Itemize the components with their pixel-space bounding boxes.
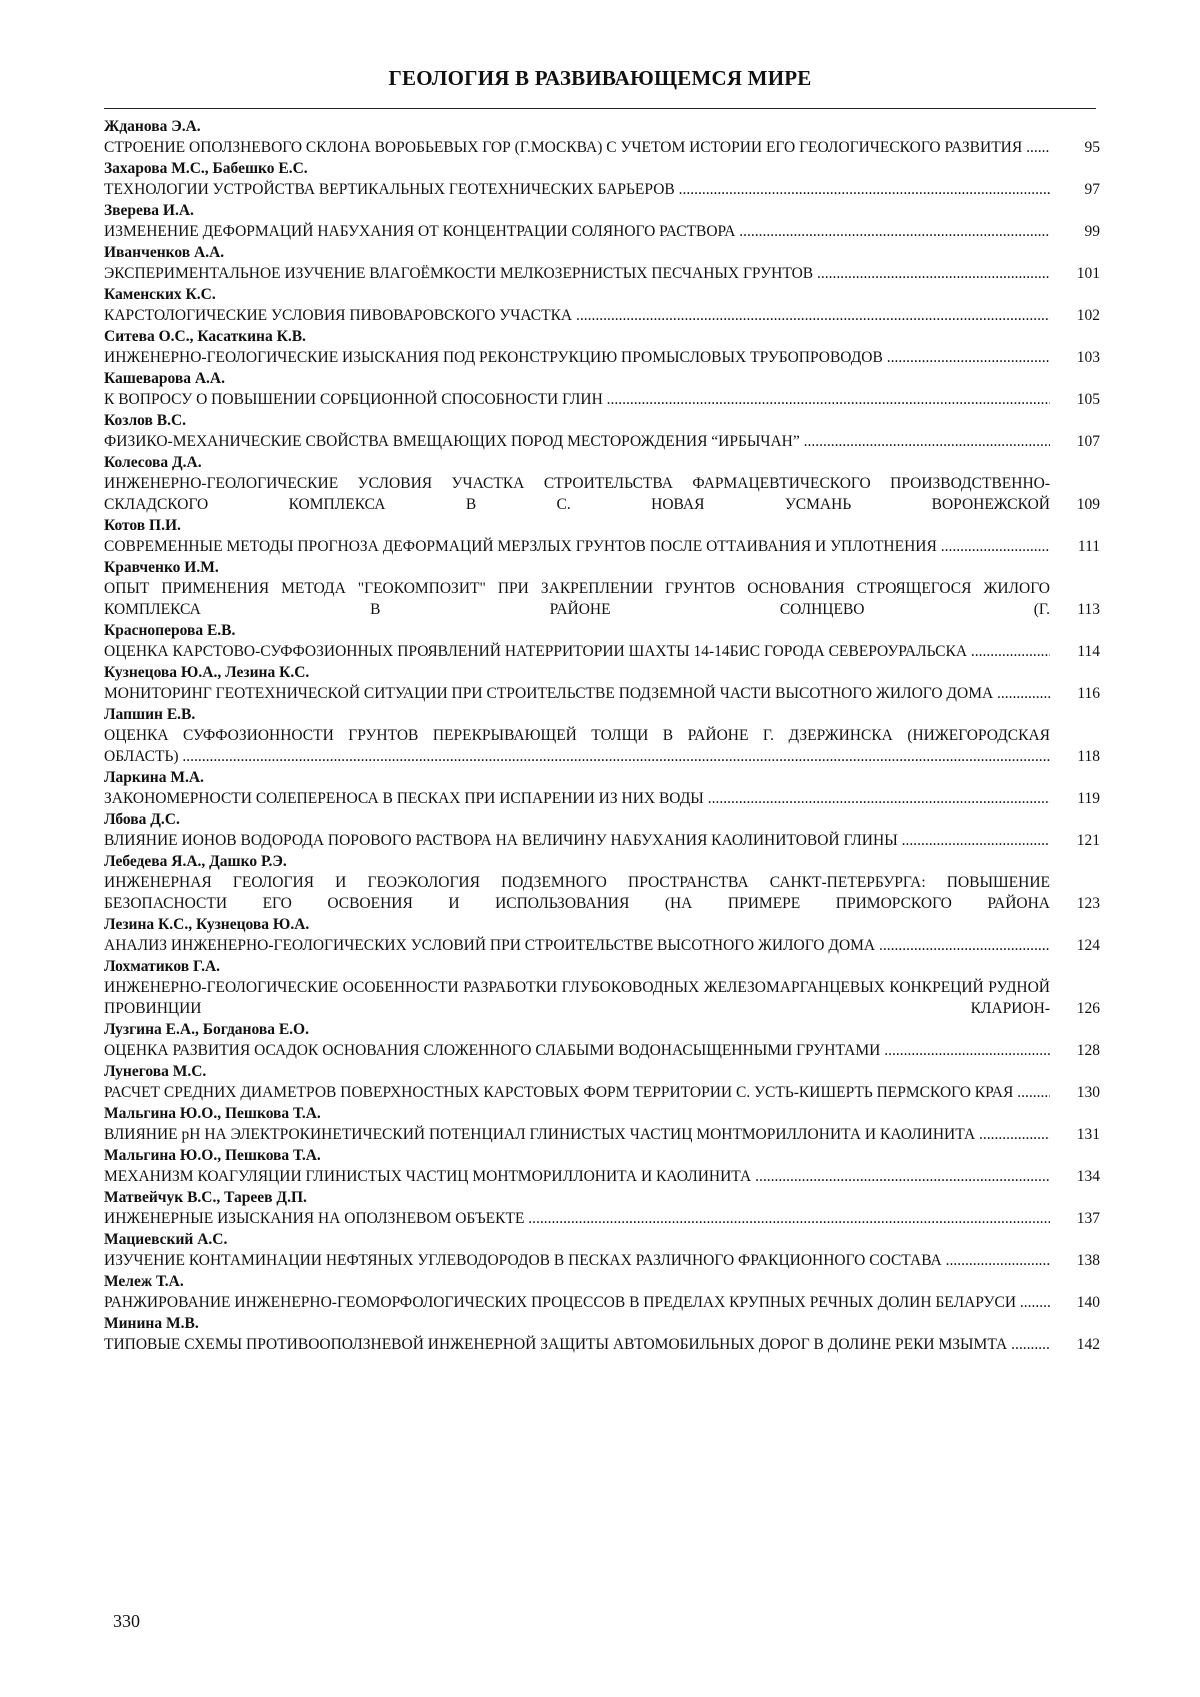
toc-entry — [104, 767, 1100, 809]
toc-entry — [104, 620, 1100, 662]
toc-entry-title-text: РАСЧЕТ СРЕДНИХ ДИАМЕТРОВ ПОВЕРХНОСТНЫХ КАРСТОВЫХ ФОРМ ТЕРРИТОРИИ С. УСТЬ-КИШЕРТЬ ПЕРМСКОГО КРАЯ ..... — [104, 1084, 1050, 1101]
toc-entry-title — [104, 830, 1050, 851]
toc-entry-title — [104, 473, 1050, 515]
toc-entry-title — [104, 578, 1050, 620]
toc-entry-title-row — [104, 872, 1100, 914]
toc-entry-title — [104, 725, 1050, 767]
toc-entry-title-row — [104, 1166, 1100, 1187]
toc-entry-author: Захарова М.С., Бабешко Е.С. — [104, 160, 308, 177]
toc-entry-title-text: СОВРЕМЕННЫЕ МЕТОДЫ ПРОГНОЗА ДЕФОРМАЦИЙ МЕРЗЛЫХ ГРУНТОВ ПОСЛЕ ОТТАИВАНИЯ И УПЛОТНЕНИЯ ..... — [104, 538, 1050, 555]
toc-entry-author: Лебедева Я.А., Дашко Р.Э. — [104, 853, 287, 870]
toc-entry — [104, 368, 1100, 410]
toc-entry — [104, 851, 1100, 914]
toc-entry-title-text: КАРСТОЛОГИЧЕСКИЕ УСЛОВИЯ ПИВОВАРОВСКОГО УЧАСТКА ..... — [104, 307, 1050, 324]
toc-entry-title-text: ИНЖЕНЕРНО-ГЕОЛОГИЧЕСКИЕ ИЗЫСКАНИЯ ПОД РЕКОНСТРУКЦИЮ ПРОМЫСЛОВЫХ ТРУБОПРОВОДОВ ..... — [104, 349, 1050, 366]
toc-entry-title-text: ОЦЕНКА КАРСТОВО-СУФФОЗИОННЫХ ПРОЯВЛЕНИЙ НАТЕРРИТОРИИ ШАХТЫ 14-14БИС ГОРОДА СЕВЕРОУРАЛЬСКА ..... — [104, 643, 1050, 660]
toc-entry-author: Ситева О.С., Касаткина К.В. — [104, 328, 306, 345]
toc-entry-author: Лузгина Е.А., Богданова Е.О. — [104, 1021, 309, 1038]
running-header-title: ГЕОЛОГИЯ В РАЗВИВАЮЩЕМСЯ МИРЕ — [388, 66, 812, 90]
toc-entry-author: Мележ Т.А. — [104, 1273, 184, 1290]
toc-entry — [104, 1271, 1100, 1313]
toc-entry-title-row — [104, 221, 1100, 242]
toc-entry-title-row — [104, 578, 1100, 620]
toc-entry-author: Лохматиков Г.А. — [104, 958, 221, 975]
toc-entry-page: 111 — [1077, 538, 1100, 555]
toc-entry — [104, 410, 1100, 452]
toc-entry-title-text: ОЦЕНКА СУФФОЗИОННОСТИ ГРУНТОВ ПЕРЕКРЫВАЮЩЕЙ ТОЛЩИ В РАЙОНЕ Г. ДЗЕРЖИНСКА (НИЖЕГОРОДСКАЯ ОБЛАСТЬ) ..... — [104, 727, 1050, 765]
toc-entry-title-row — [104, 935, 1100, 956]
toc-entry-page: 138 — [1076, 1252, 1100, 1269]
toc-entry-title-text: ИЗМЕНЕНИЕ ДЕФОРМАЦИЙ НАБУХАНИЯ ОТ КОНЦЕНТРАЦИИ СОЛЯНОГО РАСТВОРА ..... — [104, 223, 1050, 240]
toc-entry-title-text: ИЗУЧЕНИЕ КОНТАМИНАЦИИ НЕФТЯНЫХ УГЛЕВОДОРОДОВ В ПЕСКАХ РАЗЛИЧНОГО ФРАКЦИОННОГО СОСТАВА ..... — [104, 1252, 1050, 1269]
toc-entry-title-text: СТРОЕНИЕ ОПОЛЗНЕВОГО СКЛОНА ВОРОБЬЕВЫХ ГОР (Г.МОСКВА) С УЧЕТОМ ИСТОРИИ ЕГО ГЕОЛОГИЧЕСКОГО РАЗВИТИЯ ..... — [104, 139, 1050, 156]
toc-entry-title — [104, 1208, 1050, 1229]
toc-entry-title-row — [104, 137, 1100, 158]
toc-entry-title — [104, 389, 1050, 410]
toc-entry-title — [104, 872, 1050, 914]
toc-entry-page: 118 — [1077, 748, 1100, 765]
toc-entry-title — [104, 1292, 1050, 1313]
toc-entry-page: 99 — [1084, 223, 1100, 240]
toc-entry-title — [104, 683, 1050, 704]
toc-entry-author: Лбова Д.С. — [104, 811, 180, 828]
toc-entry — [104, 662, 1100, 704]
toc-entry-author: Каменских К.С. — [104, 286, 216, 303]
toc-entry-page: 142 — [1076, 1336, 1100, 1353]
toc-entry-page: 95 — [1084, 139, 1100, 156]
toc-entry-title-row — [104, 347, 1100, 368]
toc-entry-title-text: РАНЖИРОВАНИЕ ИНЖЕНЕРНО-ГЕОМОРФОЛОГИЧЕСКИХ ПРОЦЕССОВ В ПРЕДЕЛАХ КРУПНЫХ РЕЧНЫХ ДОЛИН БЕЛАРУСИ ..... — [104, 1294, 1050, 1311]
toc-entry-author: Ларкина М.А. — [104, 769, 204, 786]
toc-entry-author: Мальгина Ю.О., Пешкова Т.А. — [104, 1147, 321, 1164]
toc-entry-page: 103 — [1076, 349, 1100, 366]
toc-entry — [104, 158, 1100, 200]
toc-entry — [104, 116, 1100, 158]
toc-entry — [104, 1145, 1100, 1187]
toc-entry-title-row — [104, 641, 1100, 662]
toc-entry — [104, 956, 1100, 1019]
toc-entry-title-text: ЗАКОНОМЕРНОСТИ СОЛЕПЕРЕНОСА В ПЕСКАХ ПРИ ИСПАРЕНИИ ИЗ НИХ ВОДЫ ..... — [104, 790, 1050, 807]
toc-entry-title-text: ФИЗИКО-МЕХАНИЧЕСКИЕ СВОЙСТВА ВМЕЩАЮЩИХ ПОРОД МЕСТОРОЖДЕНИЯ “ИРБЫЧАН” ..... — [104, 433, 1050, 450]
toc-entry-author: Кузнецова Ю.А., Лезина К.С. — [104, 664, 310, 681]
toc-entry-title-text: ОЦЕНКА РАЗВИТИЯ ОСАДОК ОСНОВАНИЯ СЛОЖЕННОГО СЛАБЫМИ ВОДОНАСЫЩЕННЫМИ ГРУНТАМИ ..... — [104, 1042, 1050, 1059]
toc-entry-author: Жданова Э.А. — [104, 118, 201, 135]
toc-entry-author: Мациевский А.С. — [104, 1231, 228, 1248]
toc-entry-title-row — [104, 788, 1100, 809]
toc-entry — [104, 200, 1100, 242]
toc-entry-title — [104, 641, 1050, 662]
toc-entry-title-row — [104, 1082, 1100, 1103]
toc-entry-title — [104, 347, 1050, 368]
toc-entry-author: Мальгина Ю.О., Пешкова Т.А. — [104, 1105, 321, 1122]
toc-entry-title-row — [104, 1124, 1100, 1145]
page-number: 330 — [113, 1611, 140, 1631]
toc-entry-title — [104, 221, 1050, 242]
toc-entry-author: Матвейчук В.С., Тареев Д.П. — [104, 1189, 307, 1206]
toc-entry-author: Котов П.И. — [104, 517, 181, 534]
toc-entry-title — [104, 1040, 1050, 1061]
toc-entry-page: 131 — [1076, 1126, 1100, 1143]
toc-entry — [104, 452, 1100, 515]
header-rule — [104, 108, 1096, 109]
toc-entry-title-row — [104, 1334, 1100, 1355]
toc-entry-title-row — [104, 431, 1100, 452]
toc-entry-title-row — [104, 830, 1100, 851]
toc-entry-page: 105 — [1076, 391, 1100, 408]
toc-entry-author: Кашеварова А.А. — [104, 370, 225, 387]
toc-entry-title-row — [104, 977, 1100, 1019]
toc-entry-author: Колесова Д.А. — [104, 454, 202, 471]
toc-entry-author: Красноперова Е.В. — [104, 622, 236, 639]
toc-entry-author: Кравченко И.М. — [104, 559, 219, 576]
toc-entry — [104, 1229, 1100, 1271]
toc-entry-title-row — [104, 1040, 1100, 1061]
toc-entry-title-text: К ВОПРОСУ О ПОВЫШЕНИИ СОРБЦИОННОЙ СПОСОБНОСТИ ГЛИН ..... — [104, 391, 1050, 408]
toc-entry-title-row — [104, 473, 1100, 515]
toc-entry-page: 101 — [1076, 265, 1100, 282]
toc-entry-page: 116 — [1077, 685, 1100, 702]
toc-entry — [104, 284, 1100, 326]
toc-entry-author: Козлов В.С. — [104, 412, 187, 429]
toc-entry-title — [104, 935, 1050, 956]
toc-entry — [104, 242, 1100, 284]
toc-entry-title-text: АНАЛИЗ ИНЖЕНЕРНО-ГЕОЛОГИЧЕСКИХ УСЛОВИЙ ПРИ СТРОИТЕЛЬСТВЕ ВЫСОТНОГО ЖИЛОГО ДОМА ..... — [104, 937, 1050, 954]
toc-entry-title-row — [104, 683, 1100, 704]
toc-entry-title-text: ВЛИЯНИЕ ИОНОВ ВОДОРОДА ПОРОВОГО РАСТВОРА НА ВЕЛИЧИНУ НАБУХАНИЯ КАОЛИНИТОВОЙ ГЛИНЫ ..... — [104, 832, 1050, 849]
toc-entry-title-text: ТЕХНОЛОГИИ УСТРОЙСТВА ВЕРТИКАЛЬНЫХ ГЕОТЕХНИЧЕСКИХ БАРЬЕРОВ ..... — [104, 181, 1050, 198]
toc-entry-title — [104, 305, 1050, 326]
toc-entry-title-text: ИНЖЕНЕРНАЯ ГЕОЛОГИЯ И ГЕОЭКОЛОГИЯ ПОДЗЕМНОГО ПРОСТРАНСТВА САНКТ-ПЕТЕРБУРГА: ПОВЫШЕНИЕ БЕЗОПАСНОСТИ ЕГО ОСВОЕНИЯ И ИСПОЛЬЗОВАНИЯ (НА ПРИМЕРЕ ПРИМОРСКОГО РАЙОНА ..... — [104, 874, 1050, 914]
toc-entry-page: 107 — [1076, 433, 1100, 450]
toc-entry-page: 130 — [1076, 1084, 1100, 1101]
toc-entry-title-text: ИНЖЕНЕРНО-ГЕОЛОГИЧЕСКИЕ ОСОБЕННОСТИ РАЗРАБОТКИ ГЛУБОКОВОДНЫХ ЖЕЛЕЗОМАРГАНЦЕВЫХ КОНКРЕЦИЙ РУДНОЙ ПРОВИНЦИИ КЛАРИОН- ..... — [104, 979, 1050, 1019]
toc-entry-title-row — [104, 1250, 1100, 1271]
toc-entry-title — [104, 1166, 1050, 1187]
toc-entry-page: 140 — [1076, 1294, 1100, 1311]
toc-entry-page: 128 — [1076, 1042, 1100, 1059]
toc-entry — [104, 557, 1100, 620]
toc-entry-title — [104, 1082, 1050, 1103]
toc-entry — [104, 515, 1100, 557]
toc-entry-page: 137 — [1076, 1210, 1100, 1227]
toc-entry-page: 114 — [1077, 643, 1100, 660]
toc-entry-page: 109 — [1076, 496, 1100, 513]
toc-entry-page: 97 — [1084, 181, 1100, 198]
toc-entry-title — [104, 431, 1050, 452]
toc-entry-title — [104, 1334, 1050, 1355]
toc-entry-page: 124 — [1076, 937, 1100, 954]
toc-entry-title-row — [104, 1292, 1100, 1313]
toc-entry — [104, 1019, 1100, 1061]
toc-entry — [104, 1103, 1100, 1145]
toc-entry-title — [104, 788, 1050, 809]
toc-entry-author: Лезина К.С., Кузнецова Ю.А. — [104, 916, 310, 933]
toc-entry-title — [104, 1124, 1050, 1145]
toc-entry-title-row — [104, 389, 1100, 410]
toc-entry-title-text: ИНЖЕНЕРНО-ГЕОЛОГИЧЕСКИЕ УСЛОВИЯ УЧАСТКА СТРОИТЕЛЬСТВА ФАРМАЦЕВТИЧЕСКОГО ПРОИЗВОДСТВЕННО-СКЛАДСКОГО КОМПЛЕКСА В С. НОВАЯ УСМАНЬ ВОРОНЕЖСКОЙ ..... — [104, 475, 1050, 515]
toc-entry-title-row — [104, 179, 1100, 200]
toc-entry-title — [104, 536, 1050, 557]
toc-entry-author: Лапшин Е.В. — [104, 706, 196, 723]
toc-entry-page: 134 — [1076, 1168, 1100, 1185]
toc-entry-author: Лунегова М.С. — [104, 1063, 207, 1080]
toc-entry-title — [104, 1250, 1050, 1271]
table-of-contents — [104, 116, 1100, 1355]
toc-entry-title-row — [104, 725, 1100, 767]
toc-entry-title-text: ЭКСПЕРИМЕНТАЛЬНОЕ ИЗУЧЕНИЕ ВЛАГОЁМКОСТИ МЕЛКОЗЕРНИСТЫХ ПЕСЧАНЫХ ГРУНТОВ ..... — [104, 265, 1050, 282]
toc-entry-author: Минина М.В. — [104, 1315, 199, 1332]
toc-entry-title — [104, 179, 1050, 200]
toc-entry-page: 126 — [1076, 1000, 1100, 1017]
toc-entry — [104, 704, 1100, 767]
toc-entry-author: Зверева И.А. — [104, 202, 194, 219]
toc-entry-title-text: ТИПОВЫЕ СХЕМЫ ПРОТИВООПОЛЗНЕВОЙ ИНЖЕНЕРНОЙ ЗАЩИТЫ АВТОМОБИЛЬНЫХ ДОРОГ В ДОЛИНЕ РЕКИ МЗЫМТА ..... — [104, 1336, 1050, 1353]
toc-entry-page: 102 — [1076, 307, 1100, 324]
toc-entry — [104, 1313, 1100, 1355]
toc-entry — [104, 326, 1100, 368]
toc-entry-title-text: МОНИТОРИНГ ГЕОТЕХНИЧЕСКОЙ СИТУАЦИИ ПРИ СТРОИТЕЛЬСТВЕ ПОДЗЕМНОЙ ЧАСТИ ВЫСОТНОГО ЖИЛОГО ДОМА ..... — [104, 685, 1050, 702]
toc-entry-title-text: ВЛИЯНИЕ рН НА ЭЛЕКТРОКИНЕТИЧЕСКИЙ ПОТЕНЦИАЛ ГЛИНИСТЫХ ЧАСТИЦ МОНТМОРИЛЛОНИТА И КАОЛИНИТА ..... — [104, 1126, 1050, 1143]
toc-entry-title-row — [104, 1208, 1100, 1229]
toc-entry — [104, 1061, 1100, 1103]
toc-entry — [104, 914, 1100, 956]
toc-entry-title — [104, 137, 1050, 158]
toc-entry-title — [104, 263, 1050, 284]
toc-entry-page: 119 — [1077, 790, 1100, 807]
toc-entry — [104, 1187, 1100, 1229]
toc-entry-page: 113 — [1077, 601, 1100, 618]
toc-entry-page: 123 — [1076, 895, 1100, 912]
toc-entry-author: Иванченков А.А. — [104, 244, 225, 261]
toc-entry-page: 121 — [1076, 832, 1100, 849]
toc-entry-title-text: ОПЫТ ПРИМЕНЕНИЯ МЕТОДА "ГЕОКОМПОЗИТ" ПРИ ЗАКРЕПЛЕНИИ ГРУНТОВ ОСНОВАНИЯ СТРОЯЩЕГОСЯ ЖИЛОГО КОМПЛЕКСА В РАЙОНЕ СОЛНЦЕВО (Г. ..... — [104, 580, 1050, 620]
toc-entry-title-row — [104, 305, 1100, 326]
toc-entry-title — [104, 977, 1050, 1019]
toc-entry-title-text: МЕХАНИЗМ КОАГУЛЯЦИИ ГЛИНИСТЫХ ЧАСТИЦ МОНТМОРИЛЛОНИТА И КАОЛИНИТА ..... — [104, 1168, 1050, 1185]
toc-entry — [104, 809, 1100, 851]
toc-entry-title-row — [104, 536, 1100, 557]
toc-entry-title-row — [104, 263, 1100, 284]
toc-entry-title-text: ИНЖЕНЕРНЫЕ ИЗЫСКАНИЯ НА ОПОЛЗНЕВОМ ОБЪЕКТЕ ..... — [104, 1210, 1050, 1227]
